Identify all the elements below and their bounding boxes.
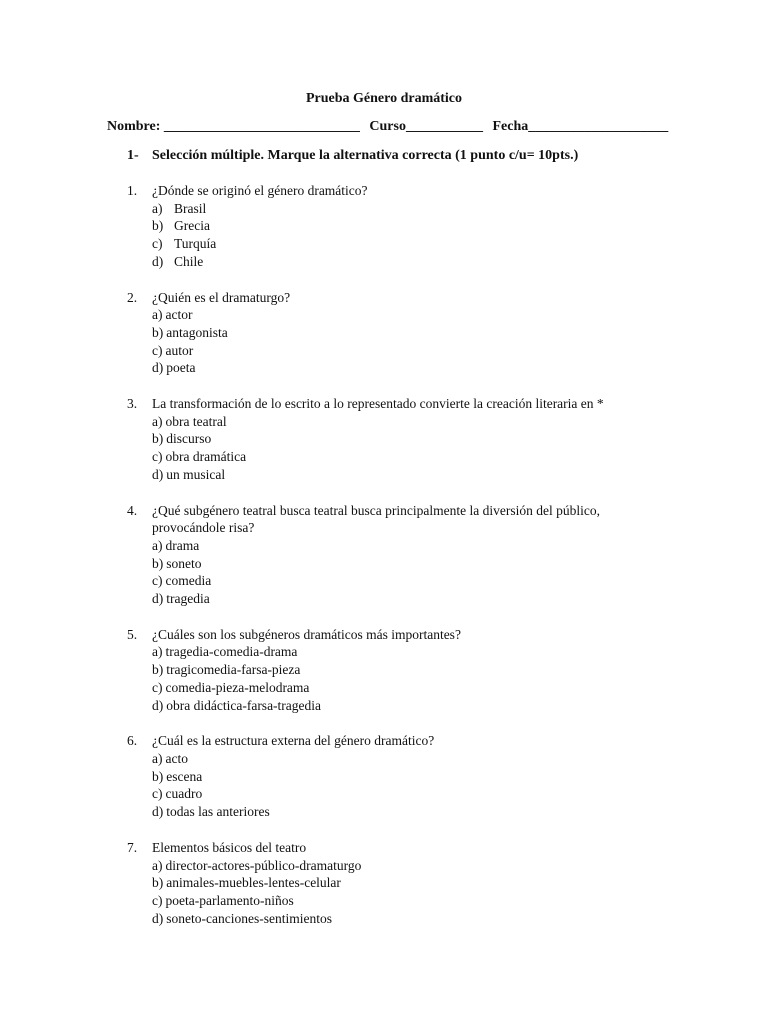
option-text: obra teatral — [165, 413, 227, 429]
answer-option — [152, 661, 647, 679]
name-field: Nombre: ____________________________ — [107, 119, 360, 134]
option-label: b) — [152, 324, 164, 340]
answer-option — [152, 697, 647, 715]
option-text: obra dramática — [165, 449, 247, 465]
question-text: ¿Quién es el dramaturgo? — [152, 289, 291, 305]
answer-option — [152, 750, 647, 768]
option-label: b) — [152, 218, 164, 234]
question-3 — [127, 395, 647, 484]
option-text: obra didáctica-farsa-tragedia — [166, 697, 322, 713]
question-2 — [127, 289, 647, 378]
option-text: antagonista — [166, 324, 228, 340]
option-text: tragedia-comedia-drama — [165, 644, 298, 660]
question-number: 3. — [127, 396, 138, 412]
question-number: 2. — [127, 289, 138, 305]
question-7 — [127, 839, 647, 928]
course-field: Curso___________ — [369, 119, 483, 134]
option-label: d) — [152, 697, 164, 713]
option-text: Turquía — [174, 236, 217, 252]
question-6 — [127, 732, 647, 821]
answer-option — [152, 537, 647, 555]
answer-options — [152, 413, 647, 484]
option-text: comedia — [165, 573, 212, 589]
question-text: La transformación de lo escrito a lo representado convierte la creación literaria en * — [152, 396, 604, 412]
answer-option — [152, 643, 647, 661]
option-text: todas las anteriores — [166, 804, 270, 820]
question-list — [127, 182, 647, 945]
answer-option — [152, 466, 647, 484]
answer-options — [152, 750, 647, 821]
answer-options — [152, 537, 647, 608]
section-number: 1- — [127, 148, 139, 163]
question-number: 5. — [127, 626, 138, 642]
option-text: tragicomedia-farsa-pieza — [166, 662, 301, 678]
question-number: 1. — [127, 183, 138, 198]
option-label: c) — [152, 892, 163, 908]
option-label: d) — [152, 466, 164, 482]
answer-option — [152, 857, 647, 875]
option-text: animales-muebles-lentes-celular — [166, 875, 341, 891]
question-text: ¿Dónde se originó el género dramático? — [152, 183, 368, 198]
question-text: Elementos básicos del teatro — [152, 839, 307, 855]
question-row — [127, 395, 647, 413]
answer-options — [152, 200, 647, 271]
answer-option — [152, 679, 647, 697]
option-text: director-actores-público-dramaturgo — [165, 857, 362, 873]
answer-option — [152, 235, 647, 253]
option-text: drama — [165, 537, 200, 553]
option-text: poeta — [166, 360, 196, 376]
option-label: a) — [152, 750, 163, 766]
option-text: un musical — [166, 466, 226, 482]
answer-option — [152, 342, 647, 360]
option-text: autor — [165, 342, 194, 358]
option-label: c) — [152, 449, 163, 465]
answer-option — [152, 785, 647, 803]
option-text: acto — [165, 750, 188, 766]
section-instructions: Selección múltiple. Marque la alternativa correcta (1 punto c/u= 10pts.) — [152, 148, 579, 163]
option-label: c) — [152, 236, 163, 252]
answer-options — [152, 857, 647, 928]
page-title: Prueba Género dramático — [305, 91, 463, 106]
answer-option — [152, 306, 647, 324]
answer-option — [152, 359, 647, 377]
student-info-header — [107, 119, 674, 135]
option-text: Grecia — [174, 218, 210, 234]
answer-option — [152, 803, 647, 821]
date-field: Fecha____________________ — [492, 119, 669, 134]
option-text: actor — [165, 307, 193, 323]
question-5 — [127, 626, 647, 715]
option-label: a) — [152, 857, 163, 873]
option-label: a) — [152, 413, 163, 429]
answer-option — [152, 200, 647, 218]
option-label: d) — [152, 253, 164, 269]
answer-option — [152, 572, 647, 590]
answer-option — [152, 590, 647, 608]
option-text: discurso — [166, 431, 212, 447]
answer-option — [152, 768, 647, 786]
answer-option — [152, 430, 647, 448]
question-number: 6. — [127, 733, 138, 749]
option-label: b) — [152, 555, 164, 571]
answer-option — [152, 910, 647, 928]
question-row — [127, 839, 647, 857]
answer-options — [152, 643, 647, 714]
answer-option — [152, 874, 647, 892]
option-label: d) — [152, 910, 164, 926]
answer-option — [152, 555, 647, 573]
answer-option — [152, 253, 647, 271]
option-label: b) — [152, 662, 164, 678]
option-label: a) — [152, 200, 163, 216]
option-label: c) — [152, 679, 163, 695]
option-label: c) — [152, 342, 163, 358]
question-1 — [127, 182, 647, 271]
option-text: comedia-pieza-melodrama — [165, 679, 310, 695]
option-text: Brasil — [174, 200, 207, 216]
question-row — [127, 732, 647, 750]
question-text: ¿Qué subgénero teatral busca teatral busca principalmente la diversión del público, provocándole risa? — [152, 502, 600, 536]
answer-option — [152, 448, 647, 466]
question-row — [127, 289, 647, 307]
option-label: c) — [152, 786, 163, 802]
question-row — [127, 182, 647, 200]
option-label: a) — [152, 537, 163, 553]
option-label: b) — [152, 768, 164, 784]
option-label: d) — [152, 591, 164, 607]
answer-option — [152, 413, 647, 431]
option-text: Chile — [174, 253, 204, 269]
option-text: poeta-parlamento-niños — [165, 892, 294, 908]
answer-option — [152, 217, 647, 235]
option-text: cuadro — [165, 786, 203, 802]
option-label: b) — [152, 875, 164, 891]
option-label: b) — [152, 431, 164, 447]
question-4 — [127, 502, 647, 608]
question-row — [127, 626, 647, 644]
option-text: soneto — [166, 555, 202, 571]
option-label: a) — [152, 644, 163, 660]
option-label: c) — [152, 573, 163, 589]
option-text: escena — [166, 768, 203, 784]
answer-option — [152, 892, 647, 910]
question-text: ¿Cuáles son los subgéneros dramáticos más importantes? — [152, 626, 461, 642]
question-text: ¿Cuál es la estructura externa del género dramático? — [152, 733, 435, 749]
answer-option — [152, 324, 647, 342]
question-number: 7. — [127, 839, 138, 855]
option-label: d) — [152, 360, 164, 376]
option-text: tragedia — [166, 591, 210, 607]
question-row — [127, 502, 647, 537]
option-text: soneto-canciones-sentimientos — [166, 910, 332, 926]
option-label: d) — [152, 804, 164, 820]
option-label: a) — [152, 307, 163, 323]
question-number: 4. — [127, 502, 138, 518]
section-heading — [127, 148, 578, 164]
answer-options — [152, 306, 647, 377]
